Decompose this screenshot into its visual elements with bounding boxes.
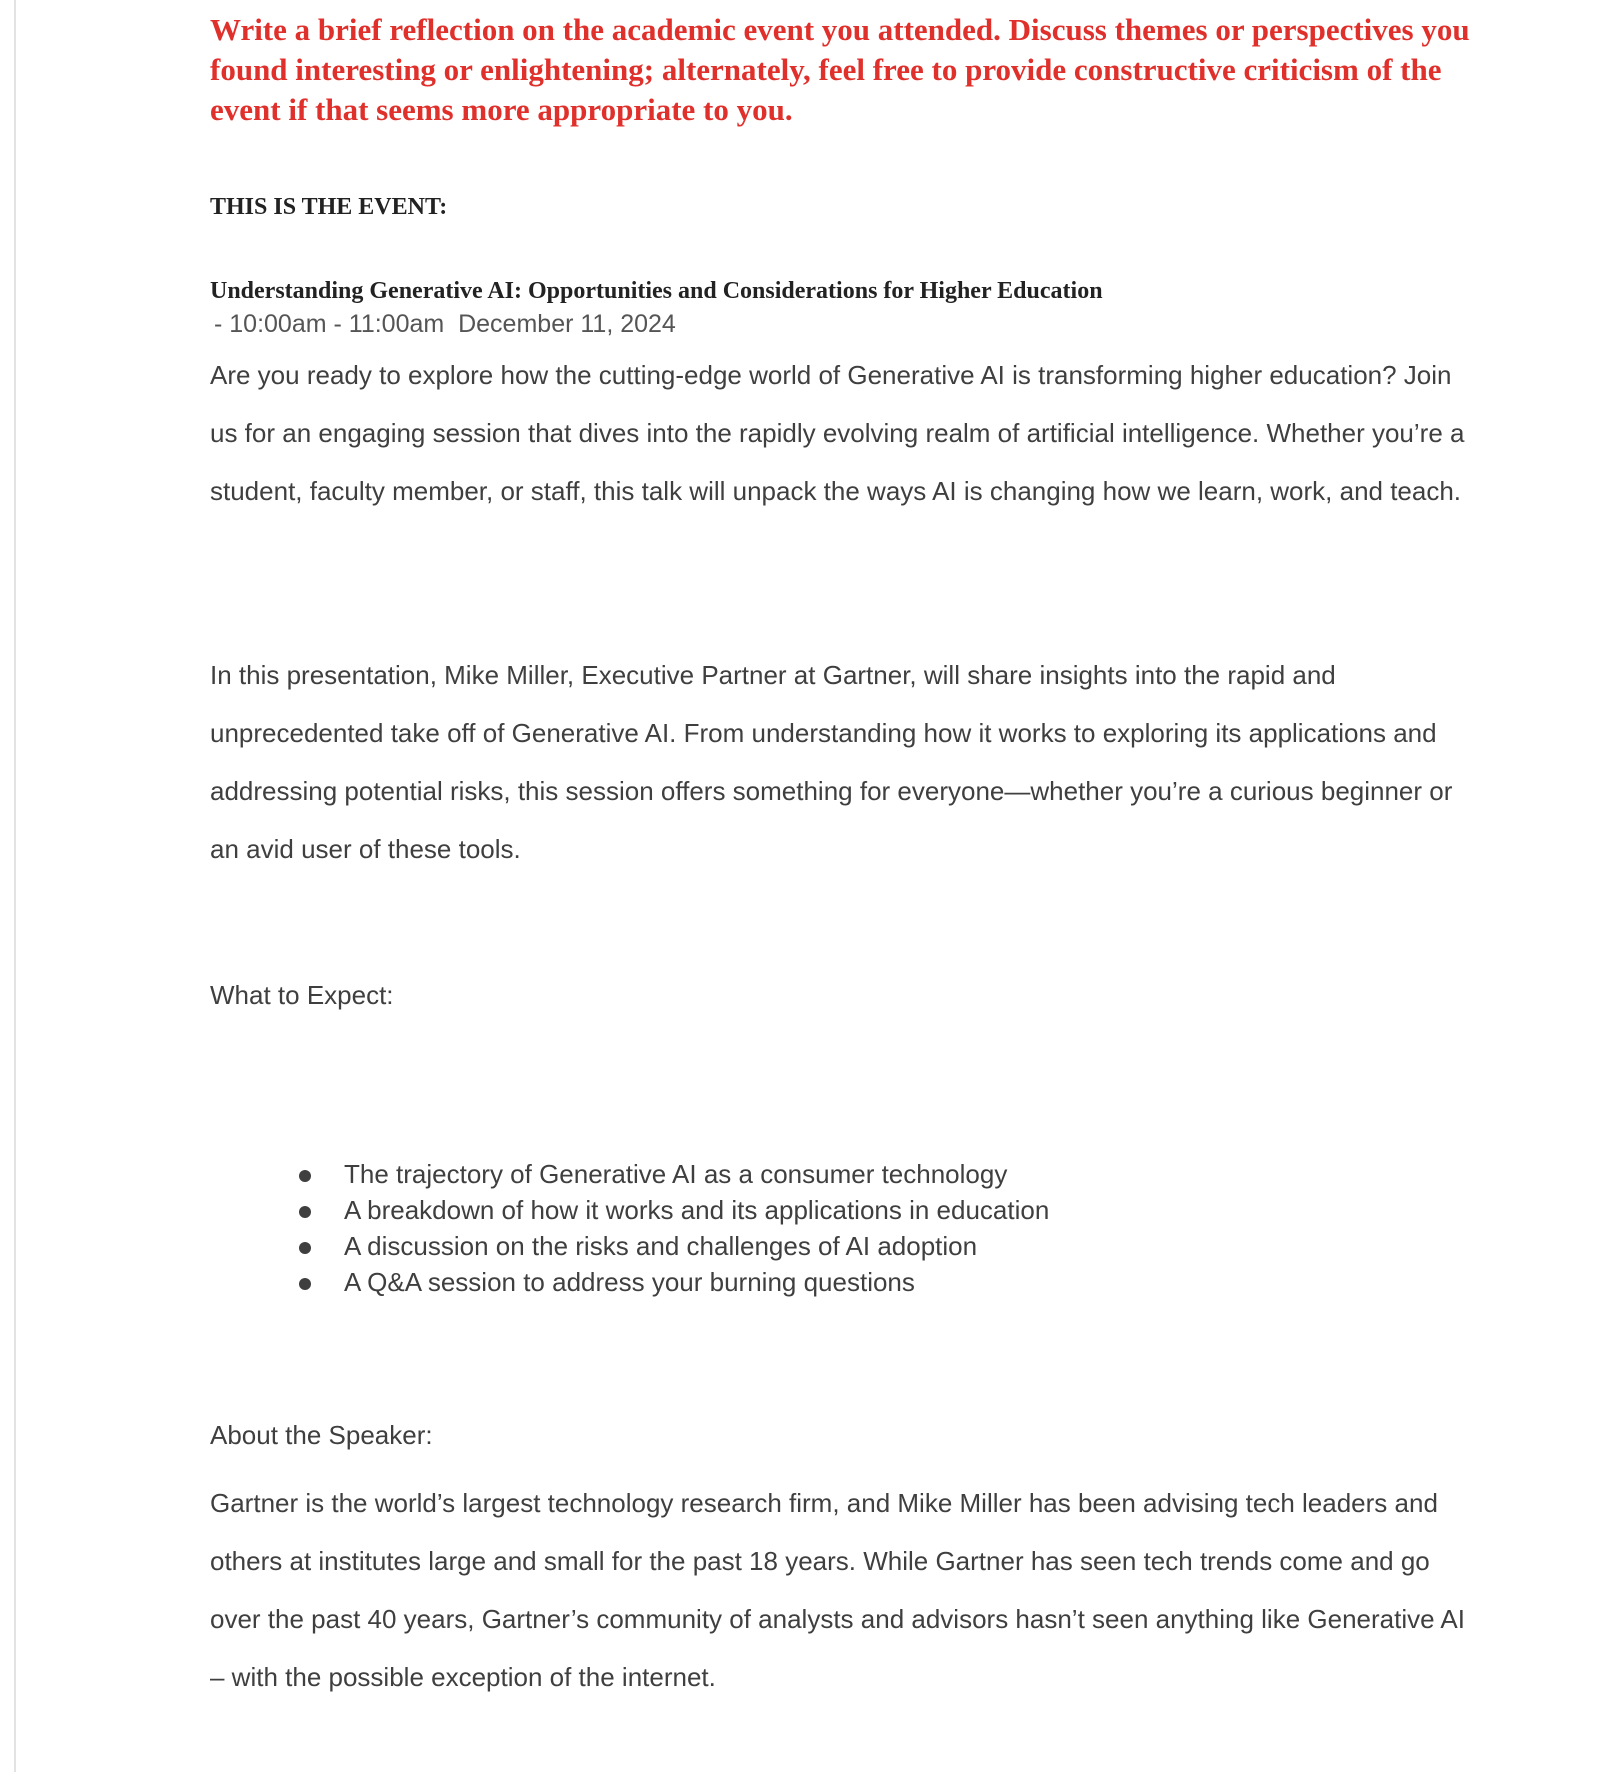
bullet-icon bbox=[299, 1278, 311, 1290]
list-item bbox=[294, 1156, 1049, 1192]
about-speaker-heading: About the Speaker: bbox=[210, 1420, 433, 1450]
assignment-prompt: Write a brief reflection on the academic event you attended. Discuss themes or perspectives you found interesting or enlightening; alternately, feel free to provide constructive criticism of the event if that seems more appropriate to you. bbox=[210, 12, 1470, 127]
list-item-text: A Q&A session to address your burning questions bbox=[344, 1267, 915, 1297]
document-page bbox=[210, 10, 1470, 1692]
bullet-icon bbox=[299, 1170, 311, 1182]
list-item bbox=[294, 1228, 1049, 1264]
speaker-bio-paragraph: Gartner is the world’s largest technology research firm, and Mike Miller has been advising tech leaders and others at institutes large and small for the past 18 years. While Gartner has seen tech trends come and go over the past 40 years, Gartner’s community of analysts and advisors hasn’t seen anything like Generative AI – with the possible exception of the internet. bbox=[210, 1488, 1465, 1692]
list-item bbox=[294, 1264, 1049, 1300]
expect-list bbox=[294, 1156, 1049, 1300]
list-item-text: A breakdown of how it works and its applications in education bbox=[344, 1195, 1050, 1225]
event-title: Understanding Generative AI: Opportunities and Considerations for Higher Education bbox=[210, 278, 1103, 304]
bullet-icon bbox=[299, 1206, 311, 1218]
bullet-icon bbox=[299, 1242, 311, 1254]
what-to-expect-heading: What to Expect: bbox=[210, 980, 394, 1010]
event-intro-paragraph: Are you ready to explore how the cutting-edge world of Generative AI is transforming higher education? Join us for an engaging session that dives into the rapidly evolving realm of artificial intelligence. Whether you’re a student, faculty member, or staff, this talk will unpack the ways AI is changing how we learn, work, and teach. bbox=[210, 360, 1465, 506]
event-time: - 10:00am - 11:00am December 11, 2024 bbox=[214, 310, 676, 338]
page-left-border bbox=[14, 0, 16, 1772]
list-item-text: The trajectory of Generative AI as a consumer technology bbox=[344, 1159, 1008, 1189]
event-label: THIS IS THE EVENT: bbox=[210, 194, 448, 220]
presentation-paragraph: In this presentation, Mike Miller, Executive Partner at Gartner, will share insights into the rapid and unprecedented take off of Generative AI. From understanding how it works to exploring its applications and addressing potential risks, this session offers something for everyone—whether you’re a curious beginner or an avid user of these tools. bbox=[210, 660, 1453, 864]
list-item bbox=[294, 1192, 1049, 1228]
list-item-text: A discussion on the risks and challenges of AI adoption bbox=[344, 1231, 978, 1261]
